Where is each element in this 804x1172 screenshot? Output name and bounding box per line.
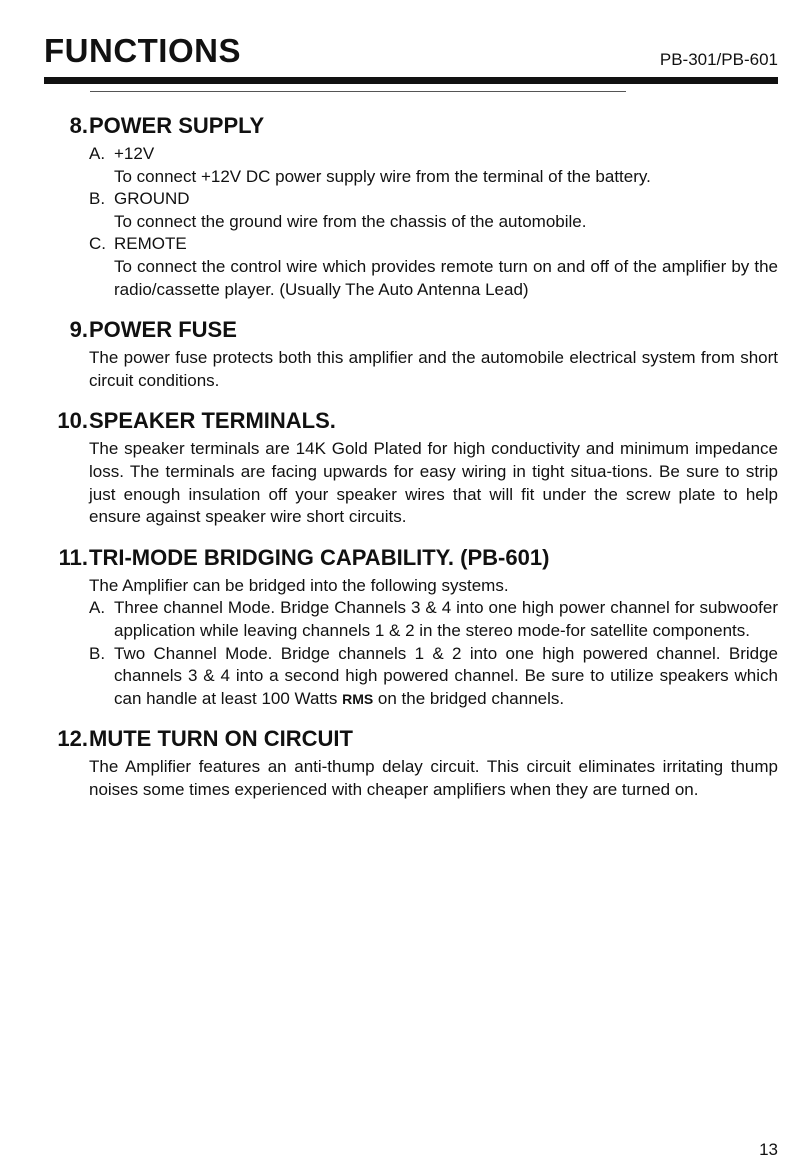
section-number: 10. [57, 408, 88, 434]
model-number: PB-301/PB-601 [659, 50, 778, 69]
section-number: 8. [69, 113, 88, 138]
item-text: To connect the ground wire from the chassis of the automobile. [114, 211, 587, 231]
item-label: C. [89, 234, 106, 254]
item-heading: REMOTE [114, 234, 187, 254]
page-header [44, 30, 778, 74]
list-item [89, 597, 778, 642]
rms-emphasis: RMS [342, 690, 374, 707]
item-heading: GROUND [114, 189, 190, 209]
section-tri-mode-bridging [0, 545, 778, 711]
section-title: TRI-MODE BRIDGING CAPABILITY. (PB-601) [89, 544, 550, 570]
section-text: The power fuse protects both this amplifier and the automobile electrical system from short circuit conditions. [89, 348, 778, 390]
section-mute-turn-on-circuit [0, 726, 778, 801]
item-label: B. [89, 643, 106, 663]
item-label: A. [89, 598, 106, 618]
item-text-before: Two Channel Mode. Bridge channels 1 & 2 into one high powered channel. Bridge channels 3 & 4 into a second high powered channel. Be sure to utilize speakers which can handle at least 100 Watts [114, 643, 778, 708]
section-title: SPEAKER TERMINALS. [89, 408, 336, 434]
section-power-fuse [0, 317, 778, 392]
header-rule-thin [90, 91, 626, 92]
list-item [89, 188, 778, 233]
page-number: 13 [759, 1140, 778, 1159]
section-title: POWER SUPPLY [89, 113, 265, 138]
section-body [89, 143, 778, 301]
header-rule-thick [44, 77, 778, 84]
item-text: Three channel Mode. Bridge Channels 3 & 4 into one high power channel for subwoofer application while leaving channels 1 & 2 in the stereo mode-for satellite components. [114, 598, 778, 640]
section-body [89, 575, 778, 711]
section-number: 9. [69, 317, 88, 343]
list-item [89, 643, 778, 711]
section-speaker-terminals [0, 408, 778, 528]
section-number: 11. [58, 544, 88, 570]
item-label: A. [89, 144, 106, 163]
section-heading [0, 317, 778, 347]
item-text: To connect the control wire which provides remote turn on and off of the amplifier by the radio/cassette player. (Usually The Auto Antenna Lead) [114, 256, 778, 299]
list-item [89, 233, 778, 301]
sections [0, 113, 778, 817]
section-number: 12. [57, 726, 88, 752]
item-heading: +12V [114, 144, 155, 163]
section-body [89, 756, 778, 801]
section-title: POWER FUSE [89, 317, 237, 343]
section-intro: The Amplifier can be bridged into the following systems. [89, 575, 509, 595]
section-power-supply [0, 113, 778, 301]
section-heading [0, 726, 778, 756]
item-text: To connect +12V DC power supply wire from the terminal of the battery. [114, 166, 651, 186]
section-body [89, 438, 778, 528]
item-text [114, 643, 778, 711]
section-heading [0, 408, 778, 438]
section-body [89, 347, 778, 392]
section-title: MUTE TURN ON CIRCUIT [89, 726, 353, 752]
item-label: B. [89, 189, 106, 209]
page-title: FUNCTIONS [44, 32, 241, 69]
list-item [89, 143, 778, 188]
section-heading [0, 545, 778, 575]
section-heading [0, 113, 778, 143]
item-text-after: on the bridged channels. [373, 688, 565, 708]
section-text: The Amplifier features an anti-thump delay circuit. This circuit eliminates irritating thump noises some times experienced with cheaper amplifiers when they are turned on. [89, 757, 778, 799]
section-text: The speaker terminals are 14K Gold Plated for high conductivity and minimum impedance loss. The terminals are facing upwards for easy wiring in tight situa-tions. Be sure to strip just enough insulation off your speaker wires that will fit under the screw plate to help ensure against speaker wire short circuits. [89, 439, 778, 527]
